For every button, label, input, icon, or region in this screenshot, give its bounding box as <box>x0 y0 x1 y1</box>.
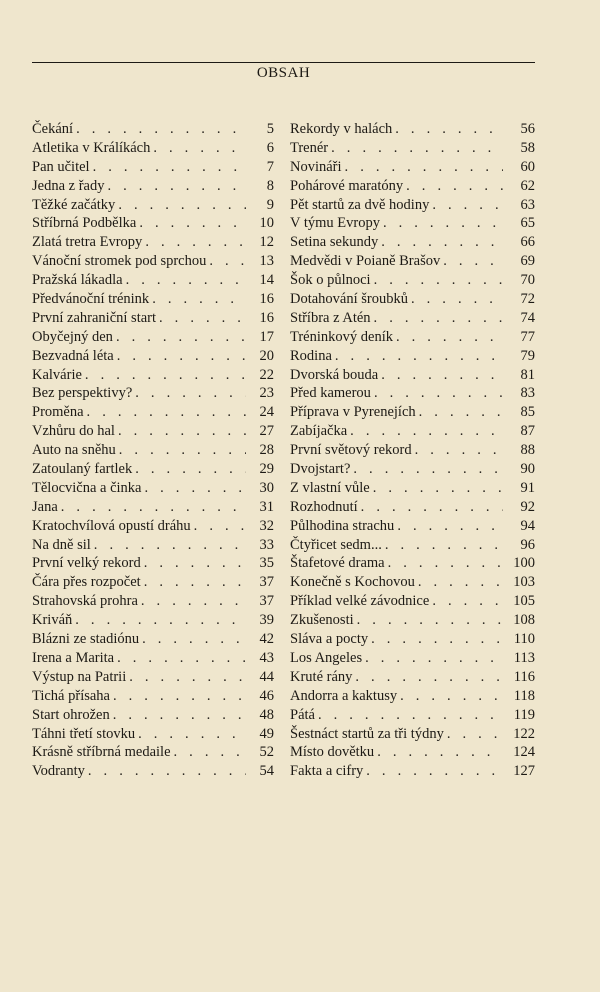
toc-entry-page-number: 48 <box>259 706 274 723</box>
dot-leader <box>352 668 503 687</box>
toc-entry-title: Kalvárie <box>32 366 82 383</box>
toc-entry <box>290 347 535 366</box>
dot-leader <box>362 649 503 668</box>
toc-entry <box>32 498 274 517</box>
dot-leader <box>171 743 246 762</box>
toc-entry <box>32 422 274 441</box>
toc-entry-page-number: 28 <box>259 442 274 459</box>
toc-entry-title: Start ohrožen <box>32 706 110 723</box>
dot-leader <box>354 611 503 630</box>
toc-entry-title: Obyčejný den <box>32 328 113 345</box>
toc-entry <box>290 328 535 347</box>
toc-entry-page-number: 110 <box>513 631 535 648</box>
toc-entry <box>290 536 535 555</box>
dot-leader <box>135 725 246 744</box>
toc-entry-page-number: 118 <box>513 687 535 704</box>
dot-leader <box>206 252 246 271</box>
toc-entry-page-number: 122 <box>513 725 535 742</box>
dot-leader <box>385 554 503 573</box>
dot-leader <box>416 403 503 422</box>
toc-entry-title: Těžké začátky <box>32 196 116 213</box>
dot-leader <box>150 139 246 158</box>
dot-leader <box>114 347 246 366</box>
toc-entry-page-number: 103 <box>513 574 535 591</box>
dot-leader <box>429 592 503 611</box>
toc-entry-page-number: 30 <box>259 479 274 496</box>
toc-entry-title: Čára přes rozpočet <box>32 574 141 591</box>
toc-entry-title: Zkušenosti <box>290 612 354 629</box>
toc-entry-title: V týmu Evropy <box>290 215 380 232</box>
toc-entry <box>32 196 274 215</box>
toc-entry <box>290 649 535 668</box>
toc-entry-page-number: 22 <box>259 366 274 383</box>
toc-entry-title: Pátá <box>290 706 315 723</box>
toc-entry-title: Tréninkový deník <box>290 328 393 345</box>
dot-leader <box>126 668 246 687</box>
toc-entry <box>32 328 274 347</box>
toc-entry-title: Blázni ze stadiónu <box>32 631 140 648</box>
toc-entry <box>290 422 535 441</box>
toc-entry-title: Z vlastní vůle <box>290 479 370 496</box>
dot-leader <box>85 762 246 781</box>
toc-entry-title: Dvojstart? <box>290 461 351 478</box>
toc-entry-page-number: 56 <box>520 121 535 137</box>
toc-entry-page-number: 79 <box>520 347 535 364</box>
dot-leader <box>374 743 503 762</box>
toc-entry <box>290 479 535 498</box>
toc-entry-page-number: 58 <box>520 139 535 156</box>
dot-leader <box>347 422 503 441</box>
dot-leader <box>191 517 246 536</box>
toc-entry <box>32 252 274 271</box>
dot-leader <box>72 611 246 630</box>
toc-entry-page-number: 33 <box>259 536 274 553</box>
toc-entry-page-number: 65 <box>520 215 535 232</box>
toc-entry-page-number: 16 <box>259 291 274 308</box>
dot-leader <box>156 309 246 328</box>
dot-leader <box>342 158 503 177</box>
toc-entry <box>290 592 535 611</box>
dot-leader <box>350 460 503 479</box>
toc-entry <box>290 573 535 592</box>
dot-leader <box>394 517 503 536</box>
dot-leader <box>429 196 503 215</box>
toc-entry-title: Rodina <box>290 347 332 364</box>
toc-entry-page-number: 94 <box>520 517 535 534</box>
toc-entry-title: Půlhodina strachu <box>290 517 395 534</box>
dot-leader <box>90 158 246 177</box>
toc-entry-page-number: 9 <box>266 196 274 213</box>
toc-entry-title: Dotahování šroubků <box>290 291 408 308</box>
toc-entry-title: Zatoulaný fartlek <box>32 461 133 478</box>
dot-leader <box>380 214 503 233</box>
toc-entry-page-number: 116 <box>513 668 535 685</box>
toc-entry-page-number: 14 <box>259 272 274 289</box>
toc-entry <box>32 668 274 687</box>
dot-leader <box>104 177 246 196</box>
toc-entry-title: Místo dovětku <box>290 744 375 761</box>
toc-entry <box>32 630 274 649</box>
toc-entry-page-number: 127 <box>513 763 535 780</box>
toc-entry-title: Pražská lákadla <box>32 272 123 289</box>
dot-leader <box>440 252 503 271</box>
toc-entry-page-number: 13 <box>259 253 274 270</box>
toc-entry-title: Trenér <box>290 139 329 156</box>
dot-leader <box>315 706 503 725</box>
toc-entry-title: Bezvadná léta <box>32 347 114 364</box>
toc-entry <box>32 460 274 479</box>
dot-leader <box>397 687 503 706</box>
toc-entry-page-number: 74 <box>520 309 535 326</box>
toc-entry <box>290 725 535 744</box>
toc-entry-title: Předvánoční trénink <box>32 291 150 308</box>
toc-entry-page-number: 124 <box>513 744 535 761</box>
toc-entry-title: Pět startů za dvě hodiny <box>290 196 430 213</box>
toc-entry <box>290 460 535 479</box>
toc-entry-page-number: 24 <box>259 404 274 421</box>
dot-leader <box>136 214 246 233</box>
toc-entry-title: Krásně stříbrná medaile <box>32 744 171 761</box>
dot-leader <box>115 422 246 441</box>
dot-leader <box>139 630 246 649</box>
toc-entry-page-number: 12 <box>259 234 274 251</box>
toc-entry <box>32 120 274 139</box>
toc-entry <box>32 366 274 385</box>
toc-entry-title: Atletika v Králíkách <box>32 139 151 156</box>
toc-entry-page-number: 91 <box>520 479 535 496</box>
toc-entry-title: Jedna z řady <box>32 177 105 194</box>
dot-leader <box>328 139 503 158</box>
toc-entry <box>32 611 274 630</box>
toc-entry-title: Čtyřicet sedm... <box>290 536 382 553</box>
toc-entry <box>32 706 274 725</box>
toc-entry <box>290 630 535 649</box>
toc-entry <box>290 517 535 536</box>
toc-entry-title: Vzhůru do hal <box>32 423 115 440</box>
toc-entry <box>32 309 274 328</box>
dot-leader <box>91 536 246 555</box>
dot-leader <box>123 271 246 290</box>
toc-entry-page-number: 49 <box>259 725 274 742</box>
toc-entry-page-number: 60 <box>520 158 535 175</box>
toc-entry-title: Zlatá tretra Evropy <box>32 234 143 251</box>
toc-entry <box>32 687 274 706</box>
toc-entry-page-number: 32 <box>259 517 274 534</box>
toc-entry-title: Tichá přísaha <box>32 687 110 704</box>
toc-entry-title: První světový rekord <box>290 442 412 459</box>
toc-entry <box>32 403 274 422</box>
dot-leader <box>110 706 246 725</box>
toc-entry <box>32 290 274 309</box>
dot-leader <box>371 309 503 328</box>
toc-entry-page-number: 37 <box>259 593 274 610</box>
toc-entry <box>290 214 535 233</box>
dot-leader <box>370 479 503 498</box>
toc-entry-title: Jana <box>32 498 58 515</box>
toc-entry <box>32 384 274 403</box>
toc-entry <box>32 743 274 762</box>
toc-entry <box>32 649 274 668</box>
toc-entry <box>290 177 535 196</box>
dot-leader <box>113 328 246 347</box>
dot-leader <box>73 120 246 139</box>
toc-entry-page-number: 20 <box>259 347 274 364</box>
toc-entry <box>32 177 274 196</box>
toc-entry <box>290 762 535 781</box>
toc-entry-title: Zabíjačka <box>290 423 348 440</box>
toc-entry <box>290 120 535 139</box>
toc-entry <box>32 554 274 573</box>
dot-leader <box>58 498 246 517</box>
toc-entry-page-number: 81 <box>520 366 535 383</box>
toc-entry-title: Štafetové drama <box>290 555 385 572</box>
toc-entry-title: První zahraniční start <box>32 309 157 326</box>
toc-entry-title: Táhni třetí stovku <box>32 725 136 742</box>
toc-entry <box>290 706 535 725</box>
toc-entry-title: Čekání <box>32 121 74 137</box>
toc-entry <box>32 214 274 233</box>
toc-entry <box>290 668 535 687</box>
dot-leader <box>378 366 503 385</box>
toc-entry <box>290 441 535 460</box>
toc-entry <box>290 196 535 215</box>
dot-leader <box>363 762 503 781</box>
dot-leader <box>393 328 503 347</box>
toc-left-column <box>32 120 274 781</box>
toc-entry <box>32 139 274 158</box>
toc-entry-page-number: 23 <box>259 385 274 402</box>
dot-leader <box>412 441 503 460</box>
toc-entry <box>32 592 274 611</box>
dot-leader <box>141 573 246 592</box>
dot-leader <box>371 271 503 290</box>
toc-entry-title: Strahovská prohra <box>32 593 138 610</box>
toc-entry-page-number: 96 <box>520 536 535 553</box>
toc-entry <box>290 687 535 706</box>
toc-entry-page-number: 85 <box>520 404 535 421</box>
toc-right-column <box>290 120 535 781</box>
page-heading: OBSAH <box>256 65 311 81</box>
toc-entry <box>290 366 535 385</box>
toc-entry-title: Pan učitel <box>32 158 90 175</box>
toc-entry-title: Konečně s Kochovou <box>290 574 415 591</box>
toc-entry <box>290 158 535 177</box>
toc-entry-page-number: 87 <box>520 423 535 440</box>
toc-entry-page-number: 92 <box>520 498 535 515</box>
toc-entry-title: Kratochvílová opustí dráhu <box>32 517 191 534</box>
toc-entry <box>32 158 274 177</box>
toc-entry-title: Před kamerou <box>290 385 371 402</box>
dot-leader <box>415 573 503 592</box>
toc-entry-page-number: 17 <box>259 328 274 345</box>
toc-entry-title: Příklad velké závodnice <box>290 593 430 610</box>
dot-leader <box>115 196 246 215</box>
toc-entry-page-number: 39 <box>259 612 274 629</box>
dot-leader <box>142 479 247 498</box>
toc-entry-title: Stříbrná Podbělka <box>32 215 137 232</box>
toc-entry <box>290 290 535 309</box>
toc-entry-title: Medvědi v Poianě Brašov <box>290 253 441 270</box>
toc-entry-title: Kriváň <box>32 612 73 629</box>
toc-entry <box>290 309 535 328</box>
dot-leader <box>392 120 503 139</box>
toc-entry <box>290 743 535 762</box>
dot-leader <box>368 630 503 649</box>
toc-entry <box>32 573 274 592</box>
dot-leader <box>444 725 503 744</box>
toc-entry-page-number: 31 <box>259 498 274 515</box>
toc-entry-page-number: 44 <box>259 668 274 685</box>
toc-entry-title: Los Angeles <box>290 649 363 666</box>
dot-leader <box>149 290 246 309</box>
toc-entry-page-number: 72 <box>520 291 535 308</box>
toc-entry-page-number: 6 <box>266 139 274 156</box>
toc-entry-title: Výstup na Patrii <box>32 668 127 685</box>
toc-entry <box>290 611 535 630</box>
toc-entry-page-number: 77 <box>520 328 535 345</box>
toc-entry <box>290 498 535 517</box>
toc-entry <box>290 233 535 252</box>
toc-entry-title: Proměna <box>32 404 84 421</box>
dot-leader <box>116 441 246 460</box>
dot-leader <box>382 536 503 555</box>
toc-entry-page-number: 105 <box>513 593 535 610</box>
toc-entry-title: Dvorská bouda <box>290 366 379 383</box>
toc-entry-page-number: 113 <box>513 649 535 666</box>
toc-entry-page-number: 52 <box>259 744 274 761</box>
toc-entry <box>32 536 274 555</box>
toc-entry-title: Stříbra z Atén <box>290 309 371 326</box>
toc-entry <box>32 479 274 498</box>
toc-entry-title: Šestnáct startů za tři týdny <box>290 725 444 742</box>
toc-entry-page-number: 100 <box>513 555 535 572</box>
dot-leader <box>132 384 246 403</box>
toc-entry-title: Andorra a kaktusy <box>290 687 398 704</box>
toc-entry-page-number: 37 <box>259 574 274 591</box>
toc-entry <box>32 725 274 744</box>
toc-entry-page-number: 70 <box>520 272 535 289</box>
toc-entry-page-number: 43 <box>259 649 274 666</box>
toc-entry <box>290 384 535 403</box>
toc-entry-page-number: 119 <box>513 706 535 723</box>
dot-leader <box>132 460 246 479</box>
toc-entry-page-number: 54 <box>259 763 274 780</box>
toc-entry-page-number: 88 <box>520 442 535 459</box>
toc-entry-title: Kruté rány <box>290 668 353 685</box>
dot-leader <box>141 554 246 573</box>
toc-entry-title: Příprava v Pyrenejích <box>290 404 416 421</box>
toc-entry-title: Novináři <box>290 158 342 175</box>
toc-entry-page-number: 108 <box>513 612 535 629</box>
toc-entry-title: Irena a Marita <box>32 649 115 666</box>
toc-entry <box>32 271 274 290</box>
toc-entry-page-number: 7 <box>266 158 274 175</box>
toc-entry-page-number: 29 <box>259 461 274 478</box>
toc-entry <box>290 271 535 290</box>
dot-leader <box>114 649 246 668</box>
dot-leader <box>403 177 503 196</box>
dot-leader <box>84 403 246 422</box>
toc-entry-title: Pohárové maratóny <box>290 177 404 194</box>
toc-entry-page-number: 5 <box>266 121 274 137</box>
toc-entry-title: Rekordy v halách <box>290 121 393 137</box>
toc-entry-page-number: 46 <box>259 687 274 704</box>
toc-entry-title: Bez perspektivy? <box>32 385 133 402</box>
dot-leader <box>110 687 246 706</box>
toc-entry-page-number: 27 <box>259 423 274 440</box>
toc-entry-page-number: 10 <box>259 215 274 232</box>
toc-entry-title: Vánoční stromek pod sprchou <box>32 253 207 270</box>
toc-entry-page-number: 8 <box>266 177 274 194</box>
toc-entry <box>32 347 274 366</box>
dot-leader <box>378 233 503 252</box>
toc-entry <box>32 441 274 460</box>
toc-entry-title: Setina sekundy <box>290 234 379 251</box>
toc-entry-title: Auto na sněhu <box>32 442 116 459</box>
toc-entry-title: Fakta a cifry <box>290 763 364 780</box>
toc-entry-page-number: 66 <box>520 234 535 251</box>
dot-leader <box>142 233 246 252</box>
toc-entry-page-number: 63 <box>520 196 535 213</box>
dot-leader <box>82 366 246 385</box>
toc-entry <box>32 517 274 536</box>
toc-entry-title: Vodranty <box>32 763 85 780</box>
dot-leader <box>138 592 246 611</box>
toc-entry-page-number: 16 <box>259 309 274 326</box>
toc-entry <box>290 252 535 271</box>
toc-entry-title: Sláva a pocty <box>290 631 369 648</box>
dot-leader <box>358 498 503 517</box>
toc-entry-page-number: 35 <box>259 555 274 572</box>
dot-leader <box>332 347 503 366</box>
toc-entry-title: První velký rekord <box>32 555 141 572</box>
toc-entry <box>290 554 535 573</box>
dot-leader <box>371 384 503 403</box>
toc-entry-page-number: 62 <box>520 177 535 194</box>
toc-entry-page-number: 42 <box>259 631 274 648</box>
toc-entry <box>290 139 535 158</box>
toc-entry-page-number: 90 <box>520 461 535 478</box>
toc-entry <box>32 233 274 252</box>
toc-entry-title: Na dně sil <box>32 536 91 553</box>
toc-entry-page-number: 83 <box>520 385 535 402</box>
toc-entry-page-number: 69 <box>520 253 535 270</box>
toc-entry <box>32 762 274 781</box>
toc-entry-title: Rozhodnutí <box>290 498 358 515</box>
dot-leader <box>408 290 503 309</box>
toc-entry <box>290 403 535 422</box>
toc-entry-title: Tělocvična a činka <box>32 479 142 496</box>
toc-entry-title: Šok o půlnoci <box>290 272 371 289</box>
